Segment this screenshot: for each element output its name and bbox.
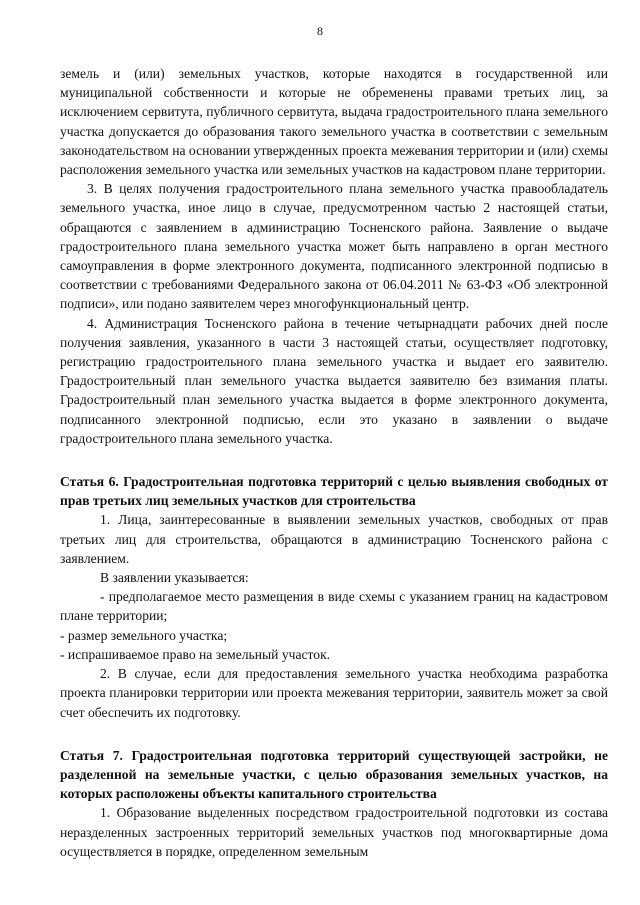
paragraph-continuation: земель и (или) земельных участков, которые находятся в государственной или муниципальной собственности и которые не обременены правами третьих лиц, за исключением сервитута, публичного сервитута, выдача градостроительного плана земельного участка допускается до образования такого земельного участка в соответствии с земельным законодательством на основании утвержденных проекта межевания территории и (или) схемы расположения земельного участка или земельных участков на кадастровом плане территории. — [60, 66, 608, 178]
article-7-clause-1: 1. Образование выделенных посредством градостроительной подготовки из состава неразделенных застроенных территорий земельных участков под многоквартирные дома осуществляется в порядке, определенном земельным — [60, 805, 608, 859]
paragraph-clause-3: 3. В целях получения градостроительного плана земельного участка правообладатель земельного участка, иное лицо в случае, предусмотренном частью 2 настоящей статьи, обращаются с заявлением в администрацию Тосненского района. Заявление о выдаче градостроительного плана земельного участка может быть направлено в орган местного самоуправления в форме электронного документа, подписанного электронной подписью в соответствии с требованиями Федерального закона от 06.04.2011 № 63-ФЗ «Об электронной подписи», или подано заявителем через многофункциональный центр. — [60, 181, 608, 312]
paragraph-clause-4: 4. Администрация Тосненского района в течение четырнадцати рабочих дней после получения заявления, указанного в части 3 настоящей статьи, осуществляет подготовку, регистрацию градостроительного плана земельного участка и выдает его заявителю. Градостроительный план земельного участка выдается заявителю без взимания платы. Градостроительный план земельного участка выдается в форме электронного документа, подписанного электронной подписью, если это указано в заявлении о выдаче градостроительного плана земельного участка. — [60, 315, 608, 446]
page-number: 8 — [317, 24, 323, 38]
document-body — [60, 64, 608, 861]
article-7-heading: Статья 7. Градостроительная подготовка территорий существующей застройки, не разделенной на земельные участки, с целью образования земельных участков, на которых расположены объекты капитального строительства — [60, 747, 608, 802]
article-6-list-item: - размер земельного участка; — [60, 627, 228, 643]
article-6-list-item: - испрашиваемое право на земельный участок. — [60, 646, 331, 662]
article-6-list-intro: В заявлении указывается: — [100, 570, 249, 586]
article-6-clause-1: 1. Лица, заинтересованные в выявлении земельных участков, свободных от прав третьих лиц для строительства, обращаются в администрацию Тосненского района с заявлением. — [60, 512, 608, 566]
article-6-heading: Статья 6. Градостроительная подготовка территорий с целью выявления свободных от прав третьих лиц земельных участков для строительства — [60, 474, 608, 509]
article-6-clause-2: 2. В случае, если для предоставления земельного участка необходима разработка проекта планировки территории или проекта межевания территории, заявитель может за свой счет обеспечить их подготовку. — [60, 666, 608, 720]
article-6-list-item: - предполагаемое место размещения в виде схемы с указанием границ на кадастровом плане территории; — [60, 589, 608, 624]
